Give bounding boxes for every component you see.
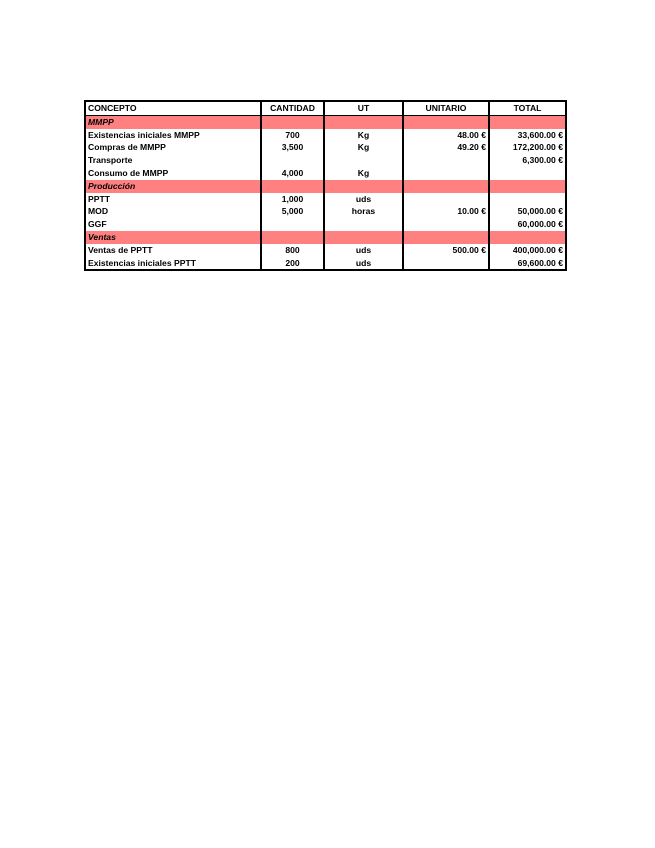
cell-concepto: Producción <box>85 180 261 193</box>
cell-unitario: 49.20 € <box>403 141 489 154</box>
table-row <box>85 244 566 257</box>
cell-cantidad <box>261 231 324 244</box>
cell-unitario <box>403 115 489 128</box>
cell-cantidad: 3,500 <box>261 141 324 154</box>
cell-unitario <box>403 154 489 167</box>
header-unitario: UNITARIO <box>403 101 489 115</box>
cell-concepto: Existencias iniciales PPTT <box>85 257 261 271</box>
cell-total: 50,000.00 € <box>489 205 566 218</box>
cell-concepto: PPTT <box>85 193 261 206</box>
table-row <box>85 154 566 167</box>
cell-ut <box>324 115 403 128</box>
cell-cantidad <box>261 218 324 231</box>
cell-cantidad: 700 <box>261 129 324 142</box>
cell-unitario <box>403 167 489 180</box>
cell-cantidad <box>261 154 324 167</box>
section-row <box>85 231 566 244</box>
table-body <box>85 115 566 270</box>
cell-cantidad <box>261 115 324 128</box>
cell-unitario <box>403 218 489 231</box>
cell-concepto: Ventas <box>85 231 261 244</box>
cell-concepto: Transporte <box>85 154 261 167</box>
section-row <box>85 115 566 128</box>
table-row <box>85 141 566 154</box>
cell-total: 172,200.00 € <box>489 141 566 154</box>
header-total: TOTAL <box>489 101 566 115</box>
cell-concepto: MOD <box>85 205 261 218</box>
cell-ut: uds <box>324 257 403 271</box>
cell-ut: uds <box>324 193 403 206</box>
cell-ut: Kg <box>324 141 403 154</box>
cell-ut: Kg <box>324 129 403 142</box>
cell-unitario: 10.00 € <box>403 205 489 218</box>
cell-unitario: 500.00 € <box>403 244 489 257</box>
table-row <box>85 257 566 271</box>
cell-total <box>489 180 566 193</box>
cell-total: 400,000.00 € <box>489 244 566 257</box>
cell-total: 6,300.00 € <box>489 154 566 167</box>
table-row <box>85 167 566 180</box>
cell-total <box>489 115 566 128</box>
cell-cantidad: 5,000 <box>261 205 324 218</box>
cell-ut <box>324 154 403 167</box>
cell-total: 69,600.00 € <box>489 257 566 271</box>
cell-ut <box>324 231 403 244</box>
cell-cantidad <box>261 180 324 193</box>
cell-cantidad: 200 <box>261 257 324 271</box>
cell-total: 60,000.00 € <box>489 218 566 231</box>
header-ut: UT <box>324 101 403 115</box>
table-row <box>85 218 566 231</box>
cell-ut: horas <box>324 205 403 218</box>
cell-cantidad: 800 <box>261 244 324 257</box>
section-row <box>85 180 566 193</box>
header-cantidad: CANTIDAD <box>261 101 324 115</box>
cell-unitario <box>403 231 489 244</box>
cell-unitario <box>403 193 489 206</box>
cell-concepto: Ventas de PPTT <box>85 244 261 257</box>
cell-total: 33,600.00 € <box>489 129 566 142</box>
cell-ut: uds <box>324 244 403 257</box>
cell-concepto: Compras de MMPP <box>85 141 261 154</box>
cell-concepto: Existencias iniciales MMPP <box>85 129 261 142</box>
cell-total <box>489 231 566 244</box>
table-row <box>85 193 566 206</box>
header-row <box>85 101 566 115</box>
table-row <box>85 205 566 218</box>
cell-unitario: 48.00 € <box>403 129 489 142</box>
cell-total <box>489 167 566 180</box>
cell-concepto: Consumo de MMPP <box>85 167 261 180</box>
cell-unitario <box>403 257 489 271</box>
table-row <box>85 129 566 142</box>
cell-ut <box>324 180 403 193</box>
cell-concepto: MMPP <box>85 115 261 128</box>
cell-cantidad: 4,000 <box>261 167 324 180</box>
header-concepto: CONCEPTO <box>85 101 261 115</box>
cell-ut <box>324 218 403 231</box>
cell-cantidad: 1,000 <box>261 193 324 206</box>
cell-ut: Kg <box>324 167 403 180</box>
cell-unitario <box>403 180 489 193</box>
cell-total <box>489 193 566 206</box>
cell-concepto: GGF <box>85 218 261 231</box>
cost-table <box>84 100 567 271</box>
